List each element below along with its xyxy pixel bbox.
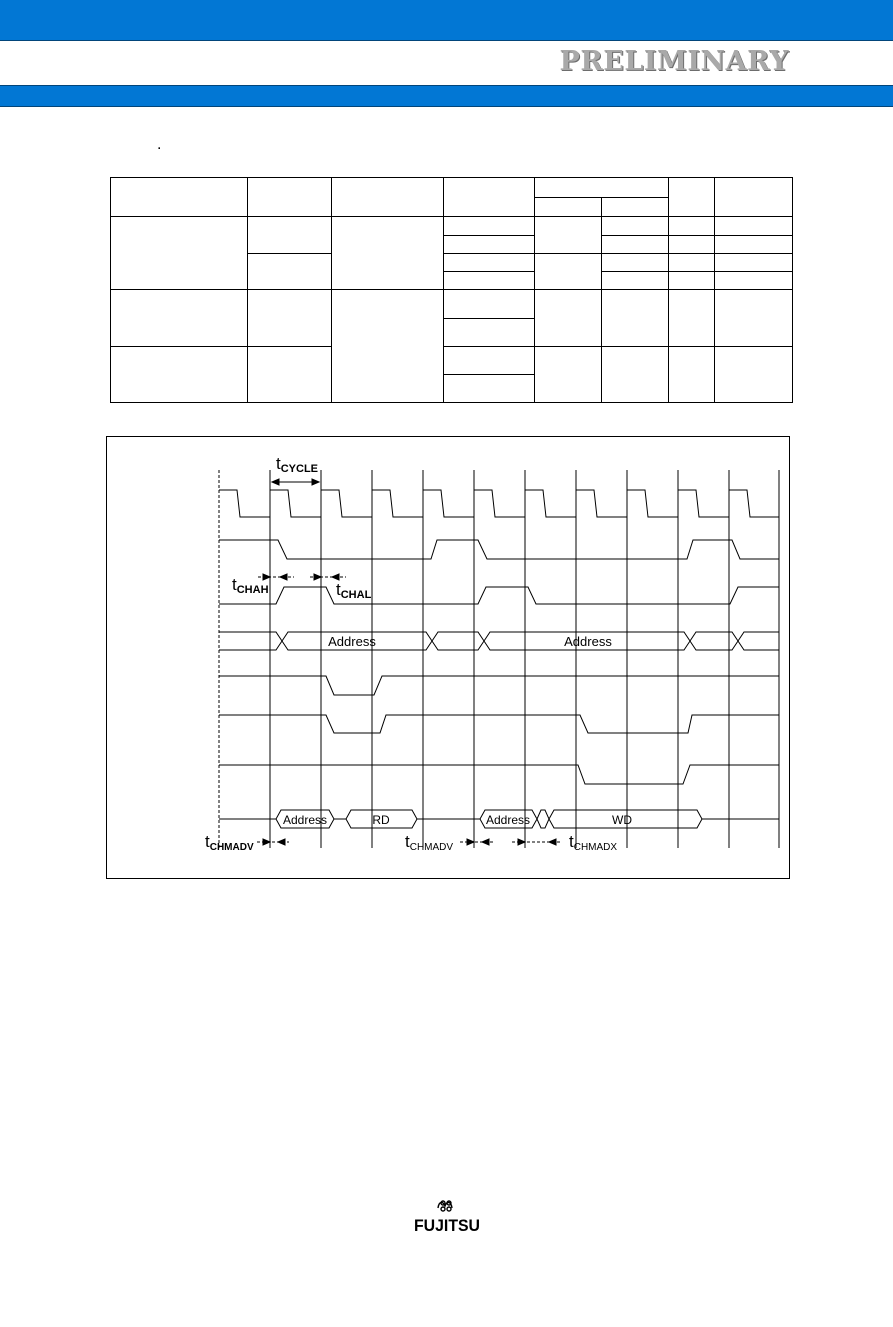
- tchmadv2-arrow-right: [482, 839, 489, 845]
- clock-waveform: [219, 490, 779, 517]
- write-strobe-line: [219, 765, 779, 784]
- tcycle-arrow-left: [272, 479, 279, 485]
- address-bus-segment-4: [690, 632, 738, 650]
- signal-line-3: [219, 587, 779, 604]
- tchah-label: tCHAH: [232, 575, 269, 596]
- clock-grid-lines: [270, 470, 779, 848]
- tcycle-label: tCYCLE: [276, 454, 319, 475]
- address-label-2: Address: [564, 634, 612, 649]
- tchal-label: tCHAL: [336, 580, 372, 601]
- data-address-label-1: Address: [282, 813, 328, 827]
- tcycle-arrow-right: [312, 479, 319, 485]
- write-data-label: WD: [612, 813, 632, 827]
- tchmadv1-arrow-right: [278, 839, 285, 845]
- tchmadv1-arrow-left: [263, 839, 270, 845]
- tchmadv-label-2: tCHMADV: [405, 832, 454, 853]
- preliminary-watermark: PRELIMINARY: [559, 46, 789, 77]
- address-bus-segment-5: [738, 632, 779, 650]
- tchah-arrow-right: [280, 574, 287, 580]
- tchmadv2-arrow-left: [467, 839, 474, 845]
- read-strobe-line: [219, 676, 779, 695]
- read-data-label: RD: [372, 813, 390, 827]
- signal-line-2: [219, 540, 779, 559]
- address-bus-outline-top: [219, 632, 282, 650]
- address-bus-segment-2: [432, 632, 484, 650]
- tchah-arrow-left: [263, 574, 270, 580]
- tchmadx-label: tCHMADX: [569, 832, 618, 853]
- tchmadv-label-1: tCHMADV: [205, 832, 254, 853]
- data-bus-gap: [537, 810, 549, 828]
- chip-select-line: [219, 715, 779, 733]
- tchmadx-arrow-left: [518, 839, 525, 845]
- tchmadx-arrow-right: [549, 839, 556, 845]
- address-label-1: Address: [328, 634, 376, 649]
- section-bullet: .: [157, 136, 162, 153]
- fujitsu-logo-icon: [413, 1200, 481, 1236]
- data-address-label-2: Address: [485, 813, 531, 827]
- fujitsu-logo-text: FUJITSU: [414, 1216, 480, 1235]
- tchal-arrow-left: [314, 574, 321, 580]
